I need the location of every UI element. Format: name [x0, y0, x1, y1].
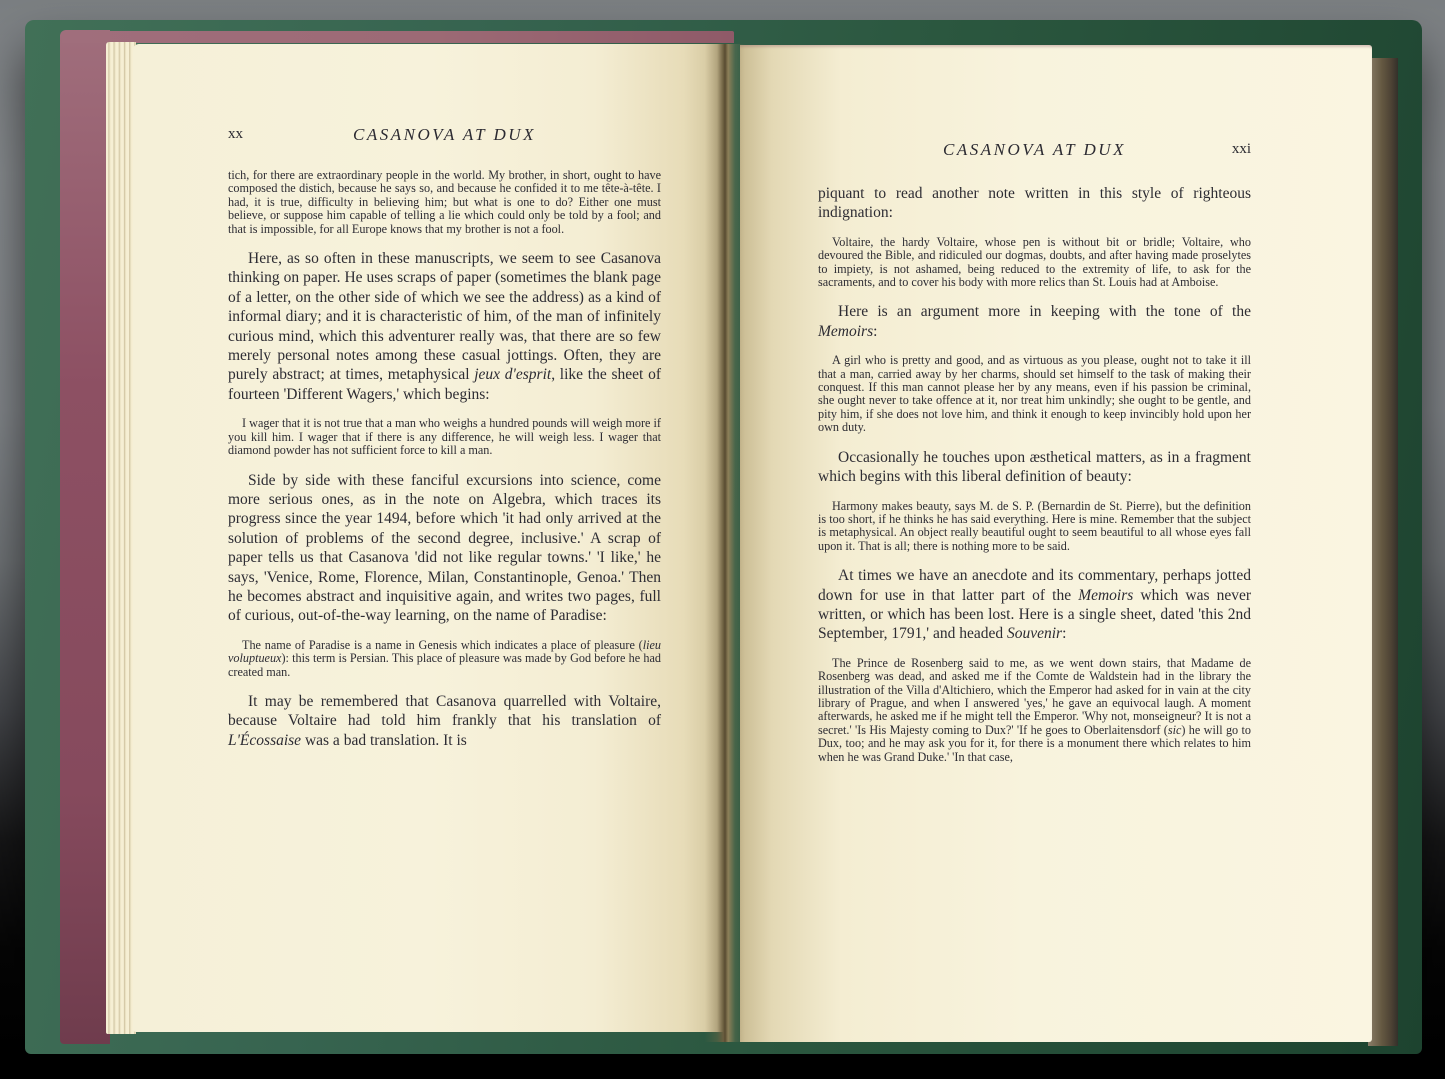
left-page-stack-edge	[106, 42, 136, 1034]
text-run: L'Écossaise	[228, 731, 302, 749]
text-run: Harmony makes beauty, says M. de S. P. (Bernardin de St. Pierre), but the definition is too short, if he thinks he has said everything. Here is mine. Remember that the subject is metaphysical. An object really beautiful ought to seem beautiful to all whose eyes fall upon it. That is all; there is nothing more to be said.	[818, 498, 1251, 553]
text-run: was a bad translation. It is	[301, 731, 467, 749]
paragraph	[228, 249, 661, 404]
text-run: Side by side with these fanciful excursions into science, come more serious ones, as in the note on Algebra, which traces its progress since the year 1494, before which 'it had only arrived at the solution of problems of the second degree, inclusive.' A scrap of paper tells us that Casanova 'did not like regular towns.' 'I like,' he says, 'Venice, Rome, Florence, Milan, Constantinople, Genoa.' Then he becomes abstract and inquisitive again, and writes two pages, full of curious, out-of-the-way learning, on the name of Paradise:	[228, 471, 661, 625]
running-title: CASANOVA AT DUX	[353, 125, 536, 144]
text-run: , like the sheet of fourteen 'Different Wagers,' which begins:	[228, 366, 661, 403]
left-page-header	[228, 125, 661, 147]
paragraph	[818, 566, 1251, 644]
block-quote	[818, 354, 1251, 434]
left-page-body	[228, 169, 661, 750]
block-quote	[228, 169, 661, 236]
text-run: ) he will go to Dux, too; and he may ask you for it, for there is a monument there which relates to him when he was Grand Duke.' 'In that case,	[818, 722, 1251, 764]
book-gutter-shadow	[705, 44, 745, 1042]
right-page-number: xxi	[1231, 141, 1251, 157]
text-run: jeux d'esprit	[474, 366, 552, 384]
paragraph	[818, 302, 1251, 341]
text-run: A girl who is pretty and good, and as virtuous as you please, ought not to take it ill that a man, carried away by her charms, should set himself to the task of making their conquest. If this man cannot please her by any means, even if his passion be criminal, she ought never to take offence at it, nor treat him unkindly; she ought to be gentle, and pity him, if she does not love him, and think it enough to keep invincibly hold upon her own duty.	[818, 353, 1251, 435]
paragraph	[818, 448, 1251, 487]
block-quote	[818, 236, 1251, 290]
text-run: I wager that it is not true that a man who weighs a hundred pounds will weigh more if you kill him. I wager that if there is any difference, he will weigh less. I wager that diamond powder has not sufficient force to kill a man.	[228, 416, 661, 458]
text-run: ): this term is Persian. This place of pleasure was made by God before he had created man.	[228, 651, 661, 679]
text-run: lieu voluptueux	[228, 637, 661, 666]
left-page-text-column	[228, 125, 661, 750]
right-page-text-column	[818, 140, 1251, 777]
text-run: piquant to read another note written in this style of righteous indignation:	[818, 185, 1251, 222]
right-page-stack-edge	[1368, 58, 1398, 1046]
text-run: Here is an argument more in keeping with the tone of the	[838, 303, 1251, 321]
text-run: The name of Paradise is a name in Genesis which indicates a place of pleasure (	[242, 637, 643, 652]
block-quote	[228, 639, 661, 679]
text-run: Here, as so often in these manuscripts, we seem to see Casanova thinking on paper. He uses scraps of paper (sometimes the blank page of a letter, on the other side of which we see the address) as a kind of informal diary; and it is characteristic of him, of the man of infinitely curious mind, which this adventurer really was, that there are so few merely personal notes among these casual jottings. Often, they are purely abstract; at times, metaphysical	[228, 250, 661, 384]
stained-top-page-edge	[62, 31, 734, 43]
text-run: which was never written, or which has been lost. Here is a single sheet, dated 'this 2nd September, 1791,' and headed	[818, 586, 1252, 643]
inner-board-maroon	[60, 30, 110, 1044]
block-quote	[228, 417, 661, 457]
text-run: Memoirs	[1078, 586, 1134, 604]
block-quote	[818, 657, 1251, 764]
text-run: sic	[1167, 722, 1182, 737]
text-run: The Prince de Rosenberg said to me, as we went down stairs, that Madame de Rosenberg was dead, and asked me if the Comte de Waldstein had in the library the illustration of the Villa d'Altichiero, which the Emperor had asked for in vain at the city library of Prague, and when I answered 'yes,' he gave an equivocal laugh. A moment afterwards, he asked me if he might tell the Emperor. 'Why not, monseigneur? It is not a secret.' 'Is His Majesty coming to Dux?' 'If he goes to Oberlaitensdorf (	[818, 655, 1251, 737]
paragraph	[228, 692, 661, 750]
paragraph	[818, 184, 1251, 223]
text-run: :	[1062, 625, 1067, 643]
text-run: At times we have an anecdote and its commentary, perhaps jotted down for use in that latter part of the	[818, 567, 1251, 604]
text-run: Voltaire, the hardy Voltaire, whose pen is without bit or bridle; Voltaire, who devoured the Bible, and ridiculed our dogmas, doubts, and after having made proselytes to impiety, is not ashamed, being reduced to the extremity of life, to ask for the sacraments, and to cover his body with more relics than St. Louis had at Amboise.	[818, 234, 1251, 290]
right-page-header	[818, 140, 1251, 162]
text-run: tich, for there are extraordinary people in the world. My brother, in short, ought to have composed the distich, because he says so, and because he confided it to me tête-à-tête. I had, it is true, difficulty in believing him; but what is one to do? Either one must believe, or suppose him capable of telling a lie which could only be told by a fool; and that is impossible, for all Europe knows that my brother is not a fool.	[228, 168, 661, 236]
right-page-body	[818, 184, 1251, 764]
left-page-number: xx	[228, 126, 243, 142]
text-run: It may be remembered that Casanova quarrelled with Voltaire, because Voltaire had told him frankly that his translation of	[228, 692, 661, 730]
text-run: Souvenir	[1006, 625, 1063, 643]
text-run: :	[873, 322, 878, 340]
text-run: Memoirs	[818, 322, 874, 340]
running-title: CASANOVA AT DUX	[943, 140, 1126, 159]
text-run: Occasionally he touches upon æsthetical matters, as in a fragment which begins with this liberal definition of beauty:	[818, 448, 1251, 486]
block-quote	[818, 500, 1251, 554]
paragraph	[228, 471, 661, 626]
